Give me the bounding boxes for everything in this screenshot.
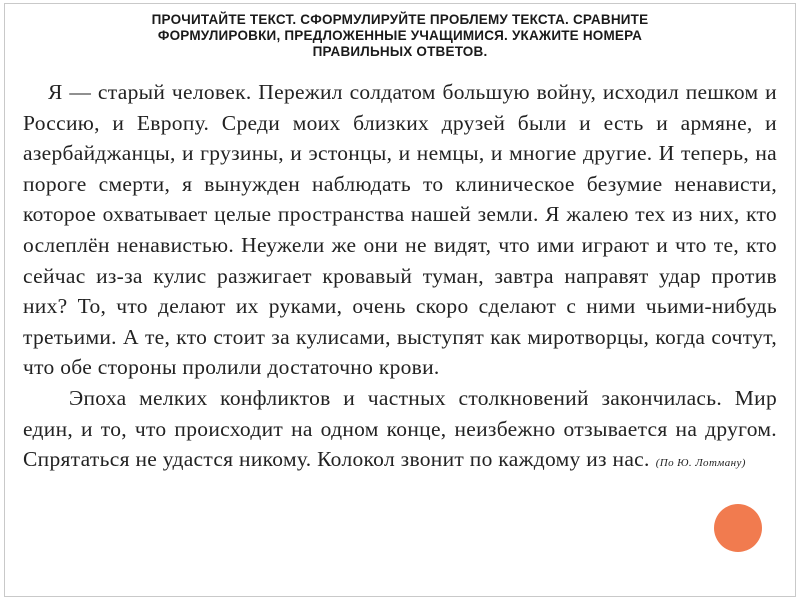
slide-title-line-3: ПРАВИЛЬНЫХ ОТВЕТОВ. xyxy=(312,44,488,59)
text-paragraph-2-body: Эпоха мелких конфликтов и частных столкновений закончилась. Мир един, и то, что происходит на одном конце, неизбежно отзывается на другом. Спрятаться не удастся никому. Колокол звонит по каждому из нас. xyxy=(23,385,777,472)
text-attribution: (По Ю. Лотману) xyxy=(655,457,746,470)
decorative-circle xyxy=(714,504,762,552)
slide-title-line-2: ФОРМУЛИРОВКИ, ПРЕДЛОЖЕННЫЕ УЧАЩИМИСЯ. УКАЖИТЕ НОМЕРА xyxy=(157,28,643,43)
source-text xyxy=(23,77,777,479)
slide-title xyxy=(45,12,755,60)
slide-title-line-1: ПРОЧИТАЙТЕ ТЕКСТ. СФОРМУЛИРУЙТЕ ПРОБЛЕМУ ТЕКСТА. СРАВНИТЕ xyxy=(151,12,649,27)
text-paragraph-1: Я — старый человек. Пережил солдатом большую войну, исходил пешком и Россию, и Европу. Среди моих близких друзей были и есть и армяне, и азербайджанцы, и грузины, и эстонцы, и немцы, и многие другие. И теперь, на пороге смерти, я вынужден наблюдать то клиническое безумие ненависти, которое охватывает целые пространства нашей земли. Я жалею тех из них, кто ослеплён ненавистью. Неужели же они не видят, что ими играют и что те, кто сейчас из-за кулис разжигает кровавый туман, завтра направят удар против них? То, что делают их руками, очень скоро сделают с ними чьими-нибудь третьими. А те, кто стоит за кулисами, выступят как миротворцы, когда сочтут, что обе стороны пролили достаточно крови. xyxy=(23,80,777,380)
text-paragraph-2 xyxy=(23,383,777,479)
slide-frame xyxy=(4,3,796,597)
